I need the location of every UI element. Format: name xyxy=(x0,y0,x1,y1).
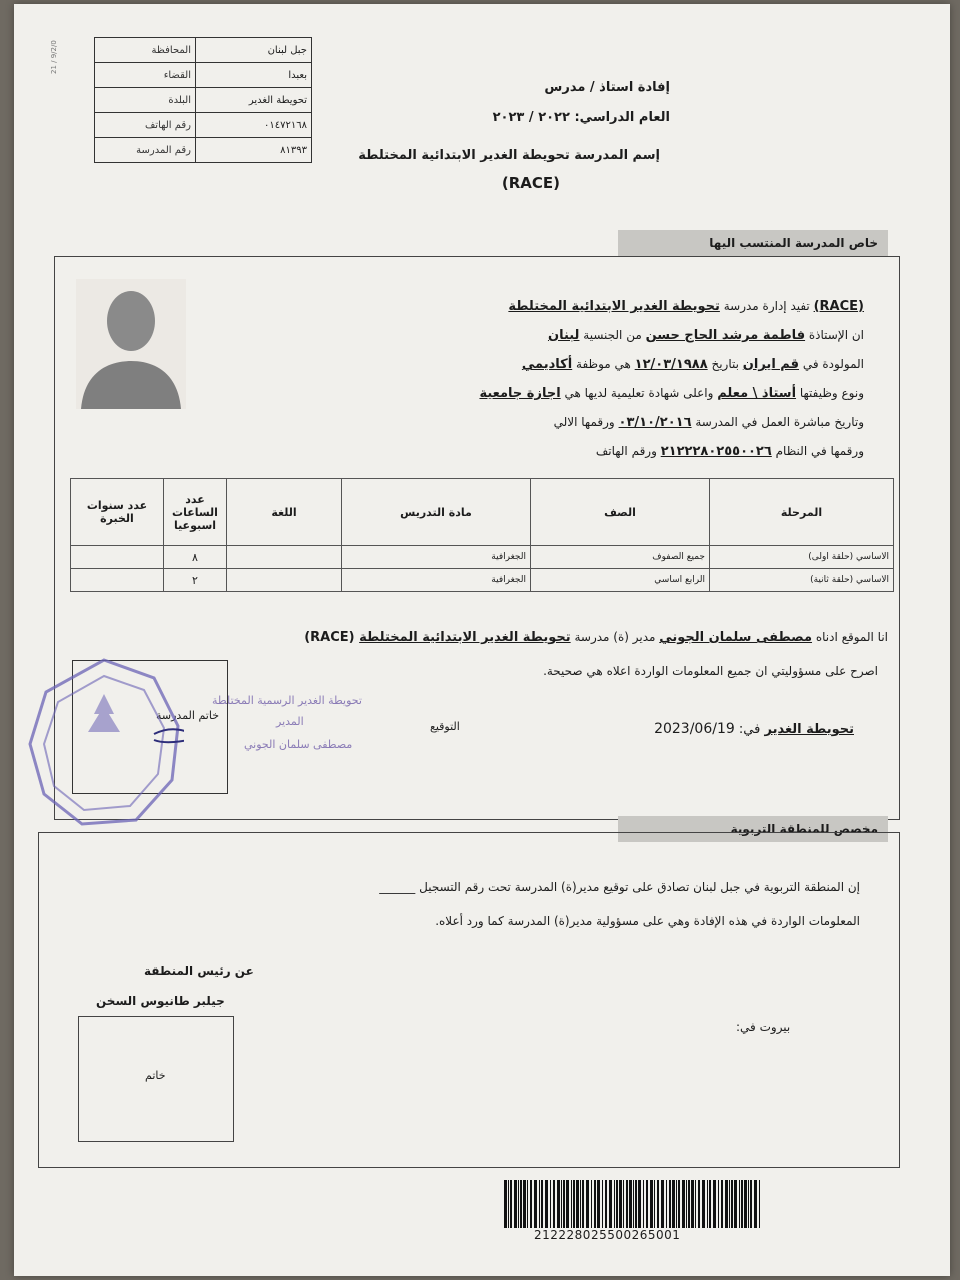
barcode-bar xyxy=(718,1180,719,1228)
region-stamp-box xyxy=(78,1016,234,1142)
sign-date: 2023/06/19 xyxy=(654,721,735,737)
barcode-bar xyxy=(725,1180,728,1228)
barcode-bar xyxy=(695,1180,696,1228)
table-row xyxy=(71,569,894,592)
declaration-line-2: اصرح على مسؤوليتي ان جميع المعلومات الواردة اعلاه هي صحيحة. xyxy=(543,664,878,678)
info-row xyxy=(95,63,312,88)
barcode-bar xyxy=(676,1180,677,1228)
race-text: (RACE) xyxy=(813,299,864,314)
barcode-bar xyxy=(518,1180,519,1228)
info-value: تحويطة الغدير xyxy=(196,88,312,113)
sign-place-date: تحويطة الغدير في: 2023/06/19 xyxy=(654,721,854,737)
signature-label: التوقيع xyxy=(430,720,460,733)
declaration-line-1: انا الموقع ادناه مصطفى سلمان الجوني مدير (ة) مدرسة تحويطة الغدير الابتدائية المختلطة (RACE) xyxy=(304,630,888,645)
beirut-date-label: بيروت في: xyxy=(736,1020,791,1034)
barcode-icon xyxy=(504,1180,764,1228)
cell-subject: الجغرافية xyxy=(342,546,531,569)
barcode-bar xyxy=(698,1180,700,1228)
barcode-bar xyxy=(744,1180,747,1228)
barcode-bar xyxy=(702,1180,705,1228)
info-label: رقم الهاتف xyxy=(95,113,196,138)
barcode-bar xyxy=(573,1180,575,1228)
barcode-bar xyxy=(759,1180,760,1228)
barcode-bar xyxy=(657,1180,659,1228)
cell-hours: ٢ xyxy=(164,569,227,592)
barcode-bar xyxy=(576,1180,579,1228)
barcode-bar xyxy=(682,1180,685,1228)
region-line-1: إن المنطقة التربوية في جبل لبنان تصادق على توقيع مدير(ة) المدرسة تحت رقم التسجيل ______ xyxy=(379,880,860,894)
barcode-bar xyxy=(709,1180,711,1228)
region-head-name: جيلبر طانيوس السخن xyxy=(96,994,225,1008)
statement-line-2: ان الإستاذة فاطمة مرشد الحاج حسن من الجنسية لبنان xyxy=(547,328,864,343)
barcode-bar xyxy=(633,1180,634,1228)
barcode-bar xyxy=(748,1180,749,1228)
barcode-bar xyxy=(643,1180,644,1228)
cell-years xyxy=(71,546,164,569)
barcode-bar xyxy=(602,1180,603,1228)
barcode-bar xyxy=(678,1180,680,1228)
barcode-bar xyxy=(514,1180,517,1228)
employee-type: أكاديمي xyxy=(521,357,573,372)
system-number: ٢١٢٢٢٨٠٢٥٥٠٠٢٦ xyxy=(660,444,772,459)
barcode-number: 212228025500265001 xyxy=(534,1228,681,1242)
barcode-bar xyxy=(520,1180,522,1228)
col-language: اللغة xyxy=(227,479,342,546)
statement-paragraph xyxy=(264,292,864,466)
barcode-bar xyxy=(586,1180,589,1228)
info-value: جبل لبنان xyxy=(196,38,312,63)
cell-class: جميع الصفوف xyxy=(531,546,710,569)
cell-subject: الجغرافية xyxy=(342,569,531,592)
barcode-bar xyxy=(550,1180,551,1228)
region-line-2: المعلومات الواردة في هذه الإفادة وهي على مسؤولية مدير(ة) المدرسة كما ورد أعلاه. xyxy=(435,914,860,928)
col-years: عدد سنوات الخبرة xyxy=(71,479,164,546)
barcode-bar xyxy=(713,1180,716,1228)
region-stamp-label: خاتم xyxy=(145,1069,166,1082)
barcode-bar xyxy=(688,1180,690,1228)
degree: اجازة جامعية xyxy=(479,386,561,401)
table-row xyxy=(71,546,894,569)
barcode-bar xyxy=(561,1180,562,1228)
barcode-bar xyxy=(672,1180,675,1228)
barcode-bar xyxy=(510,1180,512,1228)
cell-stage: الاساسي (حلقة اولى) xyxy=(710,546,894,569)
barcode-bar xyxy=(669,1180,671,1228)
cell-stage: الاساسي (حلقة ثانية) xyxy=(710,569,894,592)
barcode-bar xyxy=(616,1180,618,1228)
col-stage: المرحلة xyxy=(710,479,894,546)
info-row xyxy=(95,113,312,138)
info-value: ٨١٣٩٣ xyxy=(196,138,312,163)
barcode-bar xyxy=(523,1180,526,1228)
region-head-title: عن رئيس المنطقة xyxy=(144,964,254,978)
cell-hours: ٨ xyxy=(164,546,227,569)
birth-date: ١٢/٠٣/١٩٨٨ xyxy=(634,357,708,372)
info-value: بعبدا xyxy=(196,63,312,88)
barcode-bar xyxy=(591,1180,592,1228)
barcode-bar xyxy=(541,1180,543,1228)
barcode-bar xyxy=(635,1180,637,1228)
barcode-bar xyxy=(553,1180,555,1228)
section-school-title: خاص المدرسة المنتسب اليها xyxy=(618,230,888,256)
school-year: العام الدراسي: ٢٠٢٢ / ٢٠٢٣ xyxy=(492,110,670,125)
barcode-bar xyxy=(614,1180,615,1228)
barcode-bar xyxy=(594,1180,596,1228)
statement-line-5: وتاريخ مباشرة العمل في المدرسة ٠٣/١٠/٢٠١٦ ورقمها الالي xyxy=(553,415,864,430)
barcode-bar xyxy=(539,1180,540,1228)
barcode-bar xyxy=(571,1180,572,1228)
barcode-bar xyxy=(580,1180,581,1228)
barcode-bar xyxy=(626,1180,628,1228)
statement-line-1: (RACE) تفيد إدارة مدرسة تحويطة الغدير الابتدائية المختلطة xyxy=(508,299,864,314)
barcode-bar xyxy=(527,1180,528,1228)
col-subject: مادة التدريس xyxy=(342,479,531,546)
barcode-bar xyxy=(661,1180,664,1228)
stamp-text-line-2: المدير xyxy=(276,715,304,728)
stamp-text-line-3: مصطفى سلمان الجوني xyxy=(244,738,353,751)
cell-years xyxy=(71,569,164,592)
person-placeholder-icon xyxy=(76,279,186,409)
official-seal-icon xyxy=(24,654,184,834)
barcode-bar xyxy=(721,1180,723,1228)
barcode-bar xyxy=(563,1180,565,1228)
cell-class: الرابع اساسي xyxy=(531,569,710,592)
stamp-label: خاتم المدرسة xyxy=(156,709,219,722)
stamp-text-line-1: تحويطة الغدير الرسمية المختلطة xyxy=(212,694,362,707)
info-row xyxy=(95,138,312,163)
school-name: إسم المدرسة تحويطة الغدير الابتدائية المختلطة xyxy=(358,148,660,163)
school-name-text: تحويطة الغدير الابتدائية المختلطة xyxy=(508,299,720,314)
document-page xyxy=(14,4,950,1276)
barcode-bar xyxy=(582,1180,584,1228)
start-date: ٠٣/١٠/٢٠١٦ xyxy=(618,415,692,430)
nationality: لبنان xyxy=(547,328,580,343)
barcode-bar xyxy=(597,1180,600,1228)
barcode-bar xyxy=(654,1180,655,1228)
info-row xyxy=(95,88,312,113)
barcode-bar xyxy=(754,1180,757,1228)
barcode-bar xyxy=(629,1180,632,1228)
barcode-bar xyxy=(729,1180,730,1228)
barcode-bar xyxy=(731,1180,733,1228)
section-region-title: مخصص للمنطقة التربوية xyxy=(618,816,888,842)
barcode-bar xyxy=(707,1180,708,1228)
barcode-bar xyxy=(557,1180,560,1228)
side-code: 21 / 9/2/0 xyxy=(50,40,58,74)
teacher-name: فاطمة مرشد الحاج حسن xyxy=(645,328,806,343)
barcode-bar xyxy=(666,1180,667,1228)
info-label: القضاء xyxy=(95,63,196,88)
barcode-bar xyxy=(530,1180,532,1228)
info-label: المحافظة xyxy=(95,38,196,63)
school-info-table xyxy=(94,37,312,163)
document-title: إفادة استاذ / مدرس xyxy=(544,80,670,95)
barcode-bar xyxy=(605,1180,607,1228)
barcode-bar xyxy=(504,1180,507,1228)
birth-place: قم ايران xyxy=(742,357,800,372)
cell-language xyxy=(227,569,342,592)
job-type: أستاذ \ معلم xyxy=(717,386,797,401)
barcode-bar xyxy=(638,1180,641,1228)
barcode-bar xyxy=(534,1180,537,1228)
barcode-bar xyxy=(686,1180,687,1228)
barcode-bar xyxy=(609,1180,612,1228)
barcode-bar xyxy=(691,1180,694,1228)
statement-line-6: ورقمها في النظام ٢١٢٢٢٨٠٢٥٥٠٠٢٦ ورقم الهاتف xyxy=(595,444,864,459)
barcode-bar xyxy=(508,1180,509,1228)
barcode-bar xyxy=(619,1180,622,1228)
statement-line-4: ونوع وظيفتها أستاذ \ معلم واعلى شهادة تعليمية لديها هي اجازة جامعية xyxy=(479,386,864,401)
barcode-bar xyxy=(739,1180,740,1228)
barcode-bar xyxy=(750,1180,752,1228)
barcode-bar xyxy=(623,1180,624,1228)
col-hours: عدد الساعات اسبوعيا xyxy=(164,479,227,546)
barcode-bar xyxy=(545,1180,548,1228)
barcode-bar xyxy=(646,1180,648,1228)
table-header-row xyxy=(71,479,894,546)
info-value: ٠١٤٧٢١٦٨ xyxy=(196,113,312,138)
barcode-bar xyxy=(734,1180,737,1228)
teaching-table xyxy=(70,478,894,592)
barcode-bar xyxy=(741,1180,743,1228)
barcode-bar xyxy=(566,1180,569,1228)
info-label: رقم المدرسة xyxy=(95,138,196,163)
director-name: مصطفى سلمان الجوني xyxy=(659,630,813,645)
col-class: الصف xyxy=(531,479,710,546)
info-row xyxy=(95,38,312,63)
info-label: البلدة xyxy=(95,88,196,113)
cell-language xyxy=(227,546,342,569)
barcode-bar xyxy=(650,1180,653,1228)
race-label: (RACE) xyxy=(501,174,560,192)
statement-line-3: المولودة في قم ايران بتاريخ ١٢/٠٣/١٩٨٨ هي موظفة أكاديمي xyxy=(521,357,864,372)
